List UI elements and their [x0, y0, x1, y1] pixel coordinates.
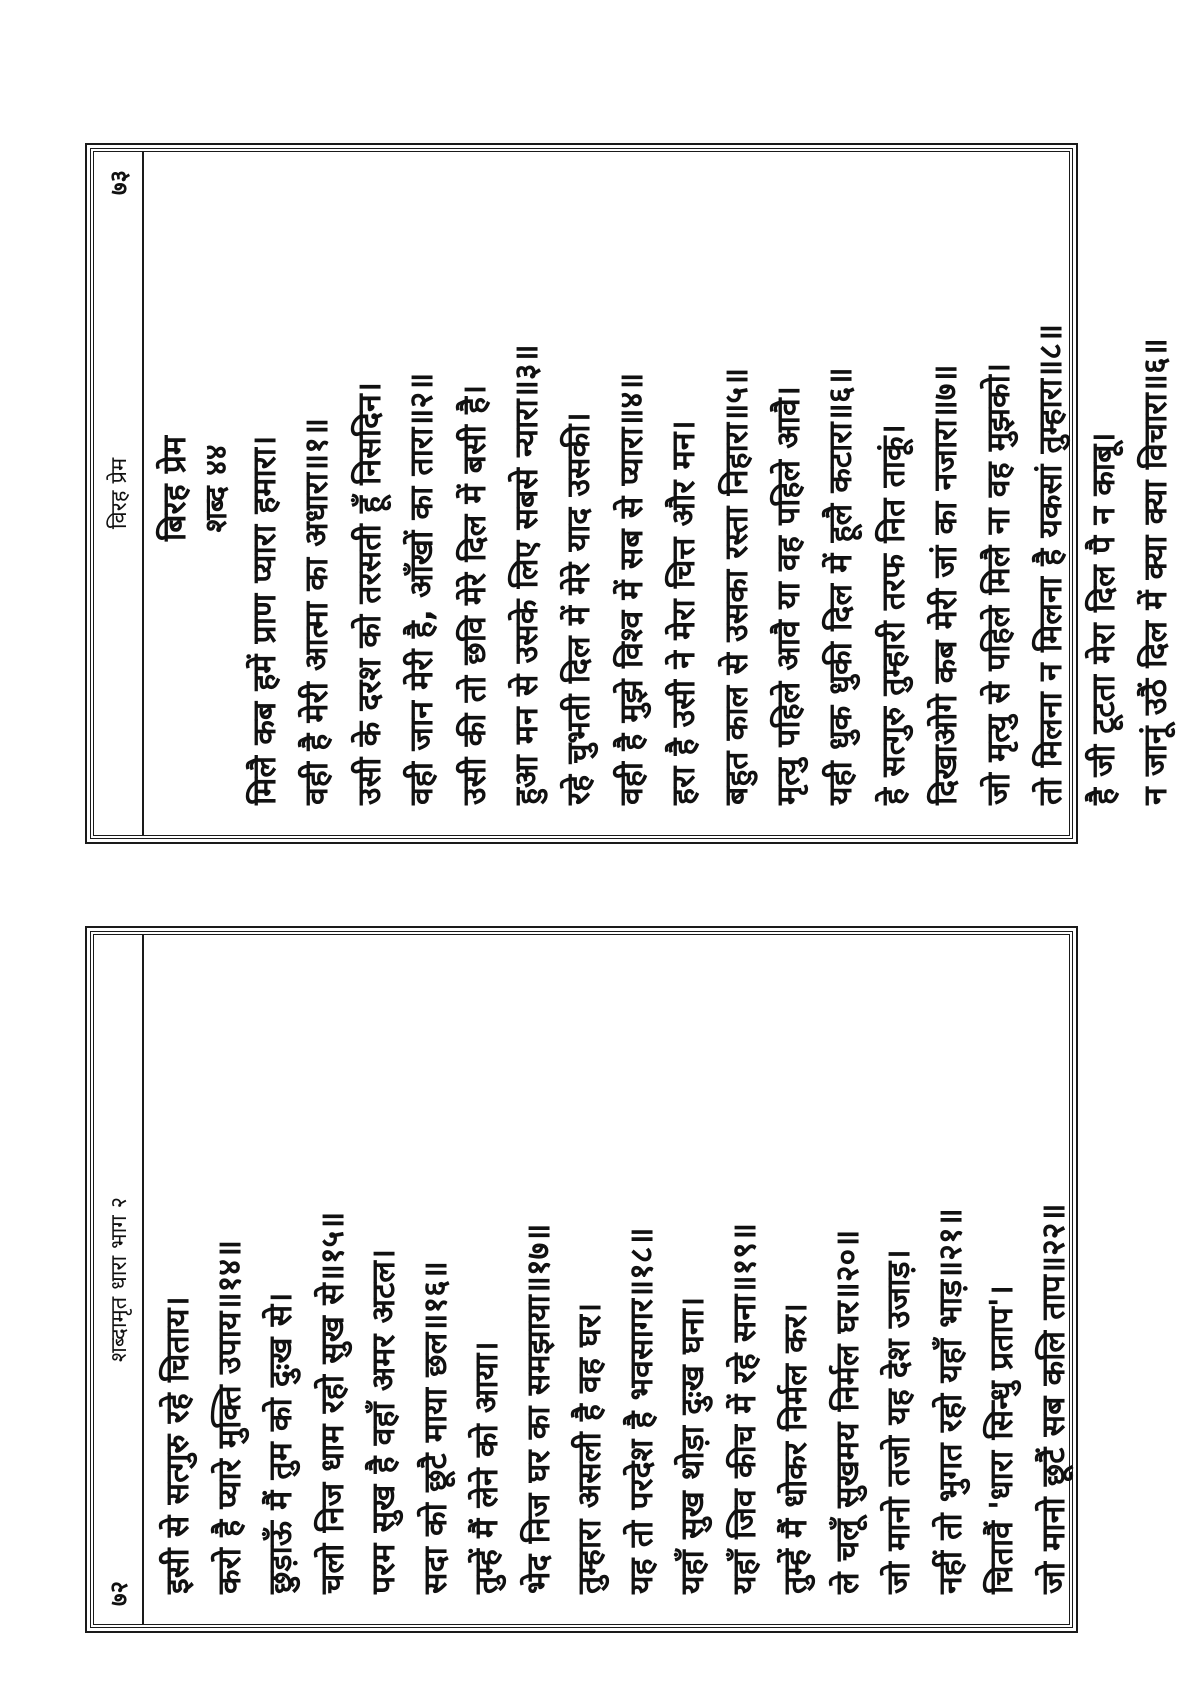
verse-line: यहाँ सुख थोड़ा दुःख घना। [673, 1296, 711, 1594]
right-page-body [152, 172, 1174, 805]
verse-line: रहे चुभती दिल में मेरे याद उसकी। [559, 412, 598, 805]
verse-line: नहीं तो भुगत रहो यहाँ भाड़॥२१॥ [930, 1208, 969, 1594]
verse-line: जो मानो छूटैं सब कलि ताप॥२२॥ [1033, 1203, 1072, 1594]
verse-line: न जानूं उठैं दिल में क्या क्या विचारा॥६॥ [1135, 338, 1174, 805]
verse-line: मृत्यु पहिले आवै या वह पहिले आवै। [769, 386, 808, 805]
verse-line: हुआ मन से उसके लिए सबसे न्यारा॥३॥ [507, 344, 546, 805]
verse-line: चितावैं 'धारा सिन्धु प्रताप'। [982, 1285, 1020, 1594]
left-page-header [94, 935, 144, 1624]
verse-line: भेद निज घर का समझाया॥१७॥ [518, 1223, 557, 1594]
left-page-number: ७२ [105, 1581, 133, 1606]
verse-line: यहाँ जिव कीच में रहे सना॥१९॥ [724, 1222, 763, 1594]
verse-line: हरा है उसी ने मेरा चित्त और मन। [664, 420, 703, 805]
section-heading: बिरह प्रेम [155, 435, 193, 542]
verse-line: दिखाओगे कब मेरी जां का नजारा॥७॥ [926, 364, 965, 805]
left-page [90, 931, 1073, 1628]
verse-line: जो मृत्यु से पहिले मिलै ना वह मुझको। [978, 362, 1017, 805]
right-page-header [94, 152, 144, 835]
verse-line: तुम्हारा असली है वह घर। [570, 1302, 608, 1594]
right-page [90, 148, 1174, 839]
verse-line: हे सत्गुरु तुम्हारी तरफ नित ताकूं। [873, 424, 912, 805]
verse-line: सदा को छूटै माया छल॥१६॥ [415, 1261, 454, 1594]
verse-line: वही है मुझे विश्व में सब से प्यारा॥४॥ [611, 372, 650, 805]
verse-line: तुम्हें मैं लेने को आया। [467, 1341, 505, 1594]
verse-line: यही धुक धुकी दिल में हूलै कटारा॥६॥ [821, 367, 860, 805]
verse-line: वही जान मेरी है, आँखों का तारा॥२॥ [402, 372, 441, 805]
verse-line: उसी के दरश को तरसती हूँ निसदिन। [349, 382, 388, 805]
verse-line: तो मिलना न मिलना है यकसां तुम्हारा॥८॥ [1031, 323, 1070, 805]
hymn-number: शब्द ४४ [199, 444, 234, 533]
right-running-title: विरह प्रेम [107, 457, 132, 530]
left-page-body [152, 955, 1072, 1594]
verse-line: उसी की तो छवि मेरे दिल में बसी है। [454, 384, 493, 805]
verse-line: यह तो परदेश है भवसागर॥१८॥ [621, 1227, 660, 1594]
verse-line: ले चलूँ सुखमय निर्मल घर॥२०॥ [827, 1229, 866, 1594]
verse-line: परम सुख है वहाँ अमर अटल। [364, 1248, 402, 1594]
right-page-number: ७३ [105, 170, 133, 195]
verse-line: वही है मेरी आत्मा का अधारा॥१॥ [297, 417, 336, 805]
verse-line: है जी टूटता मेरा दिल पै न काबू। [1083, 432, 1122, 805]
verse-line: करो है प्यारे मुक्ति उपाय॥१४॥ [209, 1239, 248, 1594]
verse-line: चलो निज धाम रहो सुख से॥१५॥ [312, 1211, 351, 1594]
verse-line: तुम्हें मैं धोकर निर्मल कर। [776, 1303, 814, 1594]
left-running-title: शब्दामृत धारा भाग २ [107, 1196, 132, 1363]
verse-line: छुड़ाऊँ मैं तुम को दुःख से। [261, 1292, 299, 1594]
verse-line: जो मानो तजो यह देश उजाड़। [879, 1249, 917, 1594]
verse-line: इसी से सत्गुरु रहे चिताय। [158, 1296, 196, 1594]
verse-line: मिलै कब हमें प्राण प्यारा हमारा। [245, 435, 283, 805]
verse-line: बहुत काल से उसका रस्ता निहारा॥५॥ [716, 367, 755, 805]
